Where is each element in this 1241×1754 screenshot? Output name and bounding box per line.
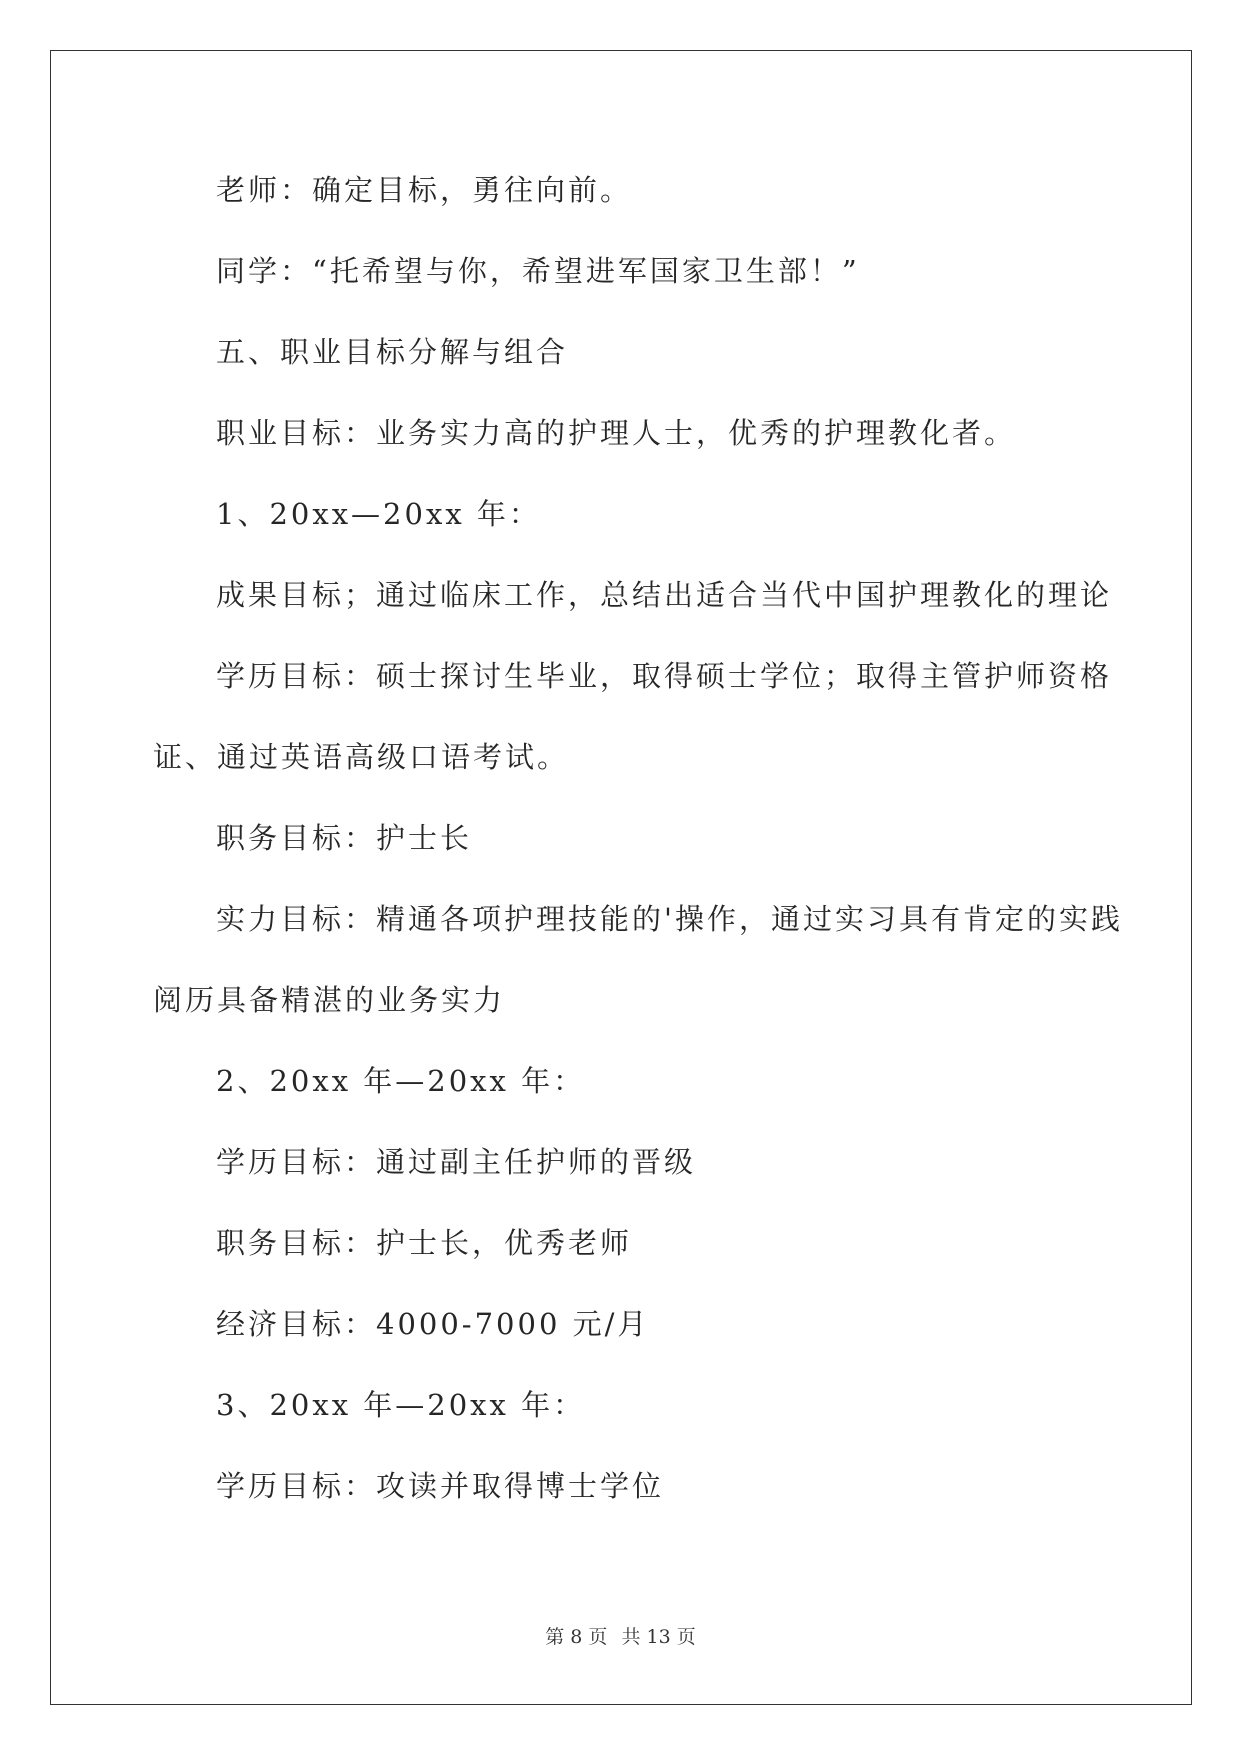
- list-item-heading: 2、20xx 年—20xx 年：: [216, 1064, 586, 1098]
- text-line: 学历目标：攻读并取得博士学位: [216, 1469, 665, 1503]
- text-line: 学历目标：硕士探讨生毕业，取得硕士学位；取得主管护师资格: [216, 659, 1113, 693]
- list-item-heading: 1、20xx—20xx 年：: [216, 497, 541, 531]
- text-line: 实力目标：精通各项护理技能的'操作，通过实习具有肯定的实践: [216, 902, 1123, 936]
- page-number-total: 共 13 页: [621, 1626, 696, 1648]
- list-item-heading: 3、20xx 年—20xx 年：: [216, 1388, 586, 1422]
- text-line: 成果目标；通过临床工作，总结出适合当代中国护理教化的理论: [216, 578, 1113, 612]
- text-line: 经济目标：4000-7000 元/月: [216, 1307, 650, 1341]
- page-frame: [50, 50, 1192, 1705]
- text-line: 阅历具备精湛的业务实力: [153, 983, 506, 1017]
- text-line: 职务目标：护士长: [216, 821, 473, 855]
- text-line: 同学：“托希望与你，希望进军国家卫生部！”: [216, 254, 860, 288]
- section-heading: 五、职业目标分解与组合: [216, 335, 569, 369]
- page-footer: [0, 1625, 1241, 1649]
- text-line: 老师：确定目标，勇往向前。: [216, 173, 633, 207]
- page-number-current: 第 8 页: [545, 1626, 608, 1648]
- text-line: 职业目标：业务实力高的护理人士，优秀的护理教化者。: [216, 416, 1017, 450]
- text-line: 职务目标：护士长，优秀老师: [216, 1226, 633, 1260]
- text-line: 学历目标：通过副主任护师的晋级: [216, 1145, 697, 1179]
- text-line: 证、通过英语高级口语考试。: [153, 740, 570, 774]
